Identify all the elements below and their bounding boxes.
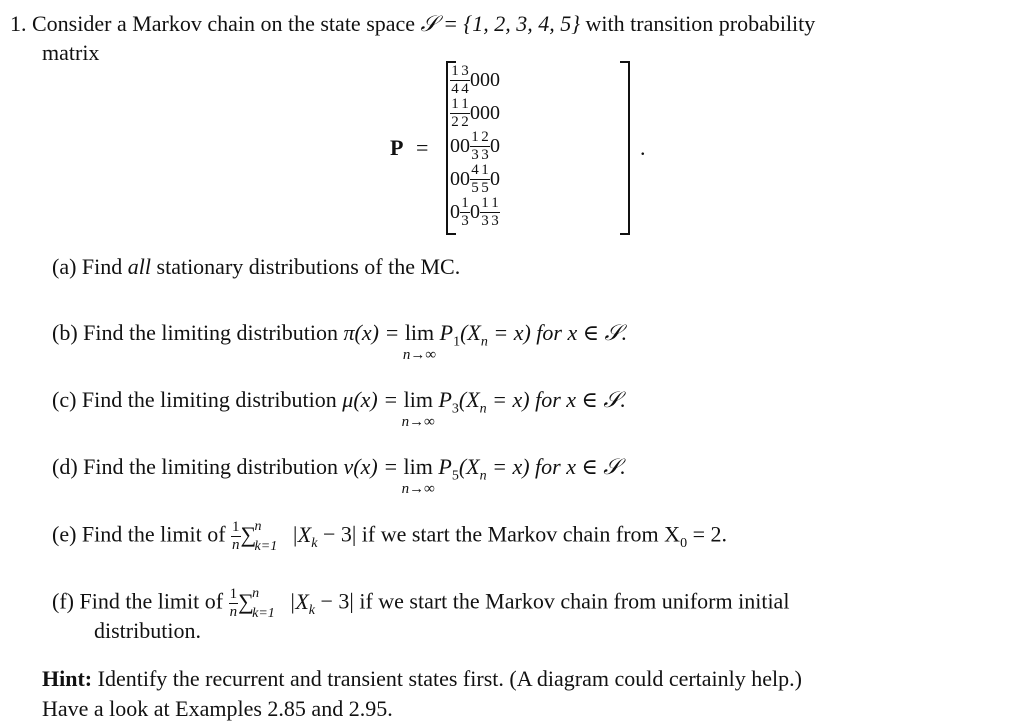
matrix-cell bbox=[460, 64, 470, 97]
prob-sub: 5 bbox=[451, 468, 459, 484]
matrix-fraction bbox=[480, 163, 490, 196]
matrix-cell: 0 bbox=[460, 168, 470, 190]
matrix-cell bbox=[490, 196, 500, 229]
expr-end: = x) for x ∈ 𝒮. bbox=[493, 320, 628, 345]
part-a-label: (a) bbox=[52, 254, 77, 279]
matrix-cell: 0 bbox=[490, 135, 500, 157]
part-f-text: Find the limit of bbox=[79, 588, 224, 614]
problem-number: 1. bbox=[10, 11, 27, 36]
frac-den: 5 bbox=[471, 180, 479, 196]
expr-end: = x) for x ∈ 𝒮. bbox=[492, 387, 626, 412]
part-c-func: μ(x) = bbox=[342, 387, 399, 412]
part-c-limit bbox=[401, 386, 435, 430]
frac-num: 1 bbox=[461, 96, 469, 112]
part-a bbox=[52, 253, 460, 281]
part-e-text: Find the limit of bbox=[81, 521, 226, 547]
expr-end: = x) for x ∈ 𝒮. bbox=[492, 454, 626, 479]
prob-symbol: P bbox=[438, 454, 452, 479]
part-a-emphasis: all bbox=[127, 254, 152, 279]
frac-num: 3 bbox=[461, 63, 469, 79]
matrix-cell: 0 bbox=[490, 69, 500, 91]
matrix-row bbox=[450, 64, 500, 97]
matrix-cell: 0 bbox=[450, 168, 460, 190]
part-a-text-end: stationary distributions of the MC. bbox=[156, 254, 461, 279]
frac-den: 2 bbox=[461, 114, 469, 130]
lim-word: lim bbox=[403, 387, 433, 412]
matrix-cell bbox=[470, 163, 480, 196]
right-bracket bbox=[620, 61, 630, 235]
matrix-row bbox=[450, 163, 500, 196]
frac-den: 4 bbox=[451, 81, 459, 97]
lim-word: lim bbox=[404, 320, 435, 345]
expr-sub: n bbox=[479, 468, 487, 484]
matrix-cell bbox=[480, 196, 490, 229]
sum-sign: ∑ bbox=[238, 588, 254, 614]
matrix-fraction bbox=[480, 130, 490, 163]
matrix-fraction bbox=[460, 64, 470, 97]
matrix-cell: 0 bbox=[450, 201, 460, 223]
part-a-text: Find bbox=[81, 254, 123, 279]
matrix-label: P bbox=[390, 135, 404, 160]
lim-word: lim bbox=[403, 454, 433, 479]
abs-end: − 3| bbox=[320, 588, 354, 614]
frac-den: 3 bbox=[461, 213, 469, 229]
expr: (X bbox=[458, 387, 480, 412]
hint bbox=[42, 665, 802, 693]
frac-num: 4 bbox=[471, 162, 479, 178]
matrix-fraction bbox=[480, 196, 490, 229]
matrix-cell: 0 bbox=[460, 135, 470, 157]
frac-den: n bbox=[229, 604, 238, 620]
abs-expr: |X bbox=[291, 521, 312, 547]
hint-line2: Have a look at Examples 2.85 and 2.95. bbox=[42, 696, 393, 721]
expr: (X bbox=[460, 320, 481, 345]
matrix-cell bbox=[460, 196, 470, 229]
part-b-text: Find the limiting distribution bbox=[83, 320, 339, 345]
part-f-label: (f) bbox=[52, 588, 74, 614]
lim-sub: n→∞ bbox=[402, 347, 437, 363]
frac-den: 4 bbox=[461, 81, 469, 97]
frac-den: 3 bbox=[491, 213, 499, 229]
matrix-equals: = bbox=[416, 135, 429, 160]
matrix-cell: 0 bbox=[450, 135, 460, 157]
part-d-func: ν(x) = bbox=[343, 454, 399, 479]
part-c-label: (c) bbox=[52, 387, 77, 412]
state-space: 𝒮 = {1, 2, 3, 4, 5} bbox=[420, 11, 581, 36]
matrix-cell bbox=[470, 130, 480, 163]
matrix-cell bbox=[450, 97, 460, 130]
frac-den: 2 bbox=[451, 114, 459, 130]
frac-den: 5 bbox=[481, 180, 489, 196]
matrix-row bbox=[450, 97, 500, 130]
part-b-func: π(x) = bbox=[343, 320, 400, 345]
part-b bbox=[52, 319, 628, 363]
prob-sub: 1 bbox=[453, 334, 461, 350]
frac-den: 3 bbox=[471, 147, 479, 163]
matrix-cell bbox=[480, 130, 490, 163]
frac-num: 1 bbox=[481, 162, 489, 178]
matrix-cell: 0 bbox=[470, 69, 480, 91]
lim-sub: n→∞ bbox=[401, 481, 435, 497]
intro-line2: matrix bbox=[42, 40, 100, 65]
part-f-text-end: if we start the Markov chain from uniform initial bbox=[359, 588, 790, 614]
matrix-row bbox=[450, 196, 500, 229]
matrix-cell bbox=[460, 97, 470, 130]
prob-symbol: P bbox=[439, 320, 454, 345]
abs-end: − 3| bbox=[322, 521, 357, 547]
frac-den: 3 bbox=[481, 147, 489, 163]
frac-num: 1 bbox=[229, 586, 238, 602]
matrix-grid bbox=[450, 64, 500, 229]
x0-sub: 0 bbox=[680, 535, 688, 551]
part-b-limit bbox=[402, 319, 437, 363]
frac-num: 1 bbox=[461, 195, 469, 211]
matrix-fraction bbox=[450, 64, 460, 97]
part-b-label: (b) bbox=[52, 320, 78, 345]
part-e bbox=[52, 520, 727, 558]
prob-sub: 3 bbox=[451, 401, 459, 417]
matrix-cell: 0 bbox=[480, 69, 490, 91]
sum-sub: k=1 bbox=[254, 538, 278, 554]
matrix-fraction bbox=[470, 163, 480, 196]
part-d-text: Find the limiting distribution bbox=[83, 454, 339, 479]
prob-symbol: P bbox=[438, 387, 452, 412]
abs-expr: |X bbox=[289, 588, 309, 614]
matrix-fraction bbox=[460, 97, 470, 130]
sum-sub: k=1 bbox=[252, 605, 275, 621]
frac-num: 1 bbox=[481, 195, 489, 211]
part-e-text-end: if we start the Markov chain from X bbox=[361, 521, 681, 547]
sum-sign: ∑ bbox=[240, 521, 257, 547]
part-d-limit bbox=[401, 453, 435, 497]
matrix-cell bbox=[480, 163, 490, 196]
sum-symbol bbox=[238, 585, 275, 621]
sum-sup: n bbox=[254, 518, 262, 534]
frac-num: 2 bbox=[481, 129, 489, 145]
frac-den: n bbox=[232, 537, 240, 553]
expr-sub: n bbox=[479, 401, 487, 417]
sum-symbol bbox=[240, 518, 278, 554]
sum-sup: n bbox=[252, 585, 260, 601]
matrix-fraction bbox=[490, 196, 500, 229]
problem-intro bbox=[10, 10, 815, 38]
matrix-cell: 0 bbox=[470, 102, 480, 124]
fraction-one-over-n bbox=[229, 587, 239, 620]
part-c bbox=[52, 386, 626, 430]
abs-sub: k bbox=[308, 602, 316, 618]
matrix-cell: 0 bbox=[490, 168, 500, 190]
matrix-row bbox=[450, 130, 500, 163]
matrix-fraction bbox=[460, 196, 470, 229]
part-e-final: = 2. bbox=[692, 521, 727, 547]
lim-sub: n→∞ bbox=[401, 414, 435, 430]
matrix-cell: 0 bbox=[480, 102, 490, 124]
intro-tail: with transition probability bbox=[585, 11, 816, 36]
matrix-fraction bbox=[470, 130, 480, 163]
expr-sub: n bbox=[480, 334, 488, 350]
frac-num: 1 bbox=[451, 63, 459, 79]
intro-text: Consider a Markov chain on the state space bbox=[32, 11, 416, 36]
expr: (X bbox=[458, 454, 480, 479]
frac-num: 1 bbox=[451, 96, 459, 112]
abs-sub: k bbox=[311, 535, 318, 551]
matrix-fraction bbox=[450, 97, 460, 130]
frac-den: 3 bbox=[481, 213, 489, 229]
frac-num: 1 bbox=[232, 519, 240, 535]
matrix-cell bbox=[450, 64, 460, 97]
part-c-text: Find the limiting distribution bbox=[81, 387, 337, 412]
part-f-line2: distribution. bbox=[94, 618, 201, 643]
frac-num: 1 bbox=[491, 195, 499, 211]
matrix-cell: 0 bbox=[470, 201, 480, 223]
matrix-period: . bbox=[640, 135, 646, 160]
frac-num: 1 bbox=[471, 129, 479, 145]
part-e-label: (e) bbox=[52, 521, 77, 547]
fraction-one-over-n bbox=[231, 520, 241, 553]
part-d-label: (d) bbox=[52, 454, 78, 479]
matrix-cell: 0 bbox=[490, 102, 500, 124]
hint-line1: Identify the recurrent and transient states first. (A diagram could certainly help.) bbox=[97, 666, 802, 691]
hint-label: Hint: bbox=[42, 666, 93, 691]
part-d bbox=[52, 453, 626, 497]
